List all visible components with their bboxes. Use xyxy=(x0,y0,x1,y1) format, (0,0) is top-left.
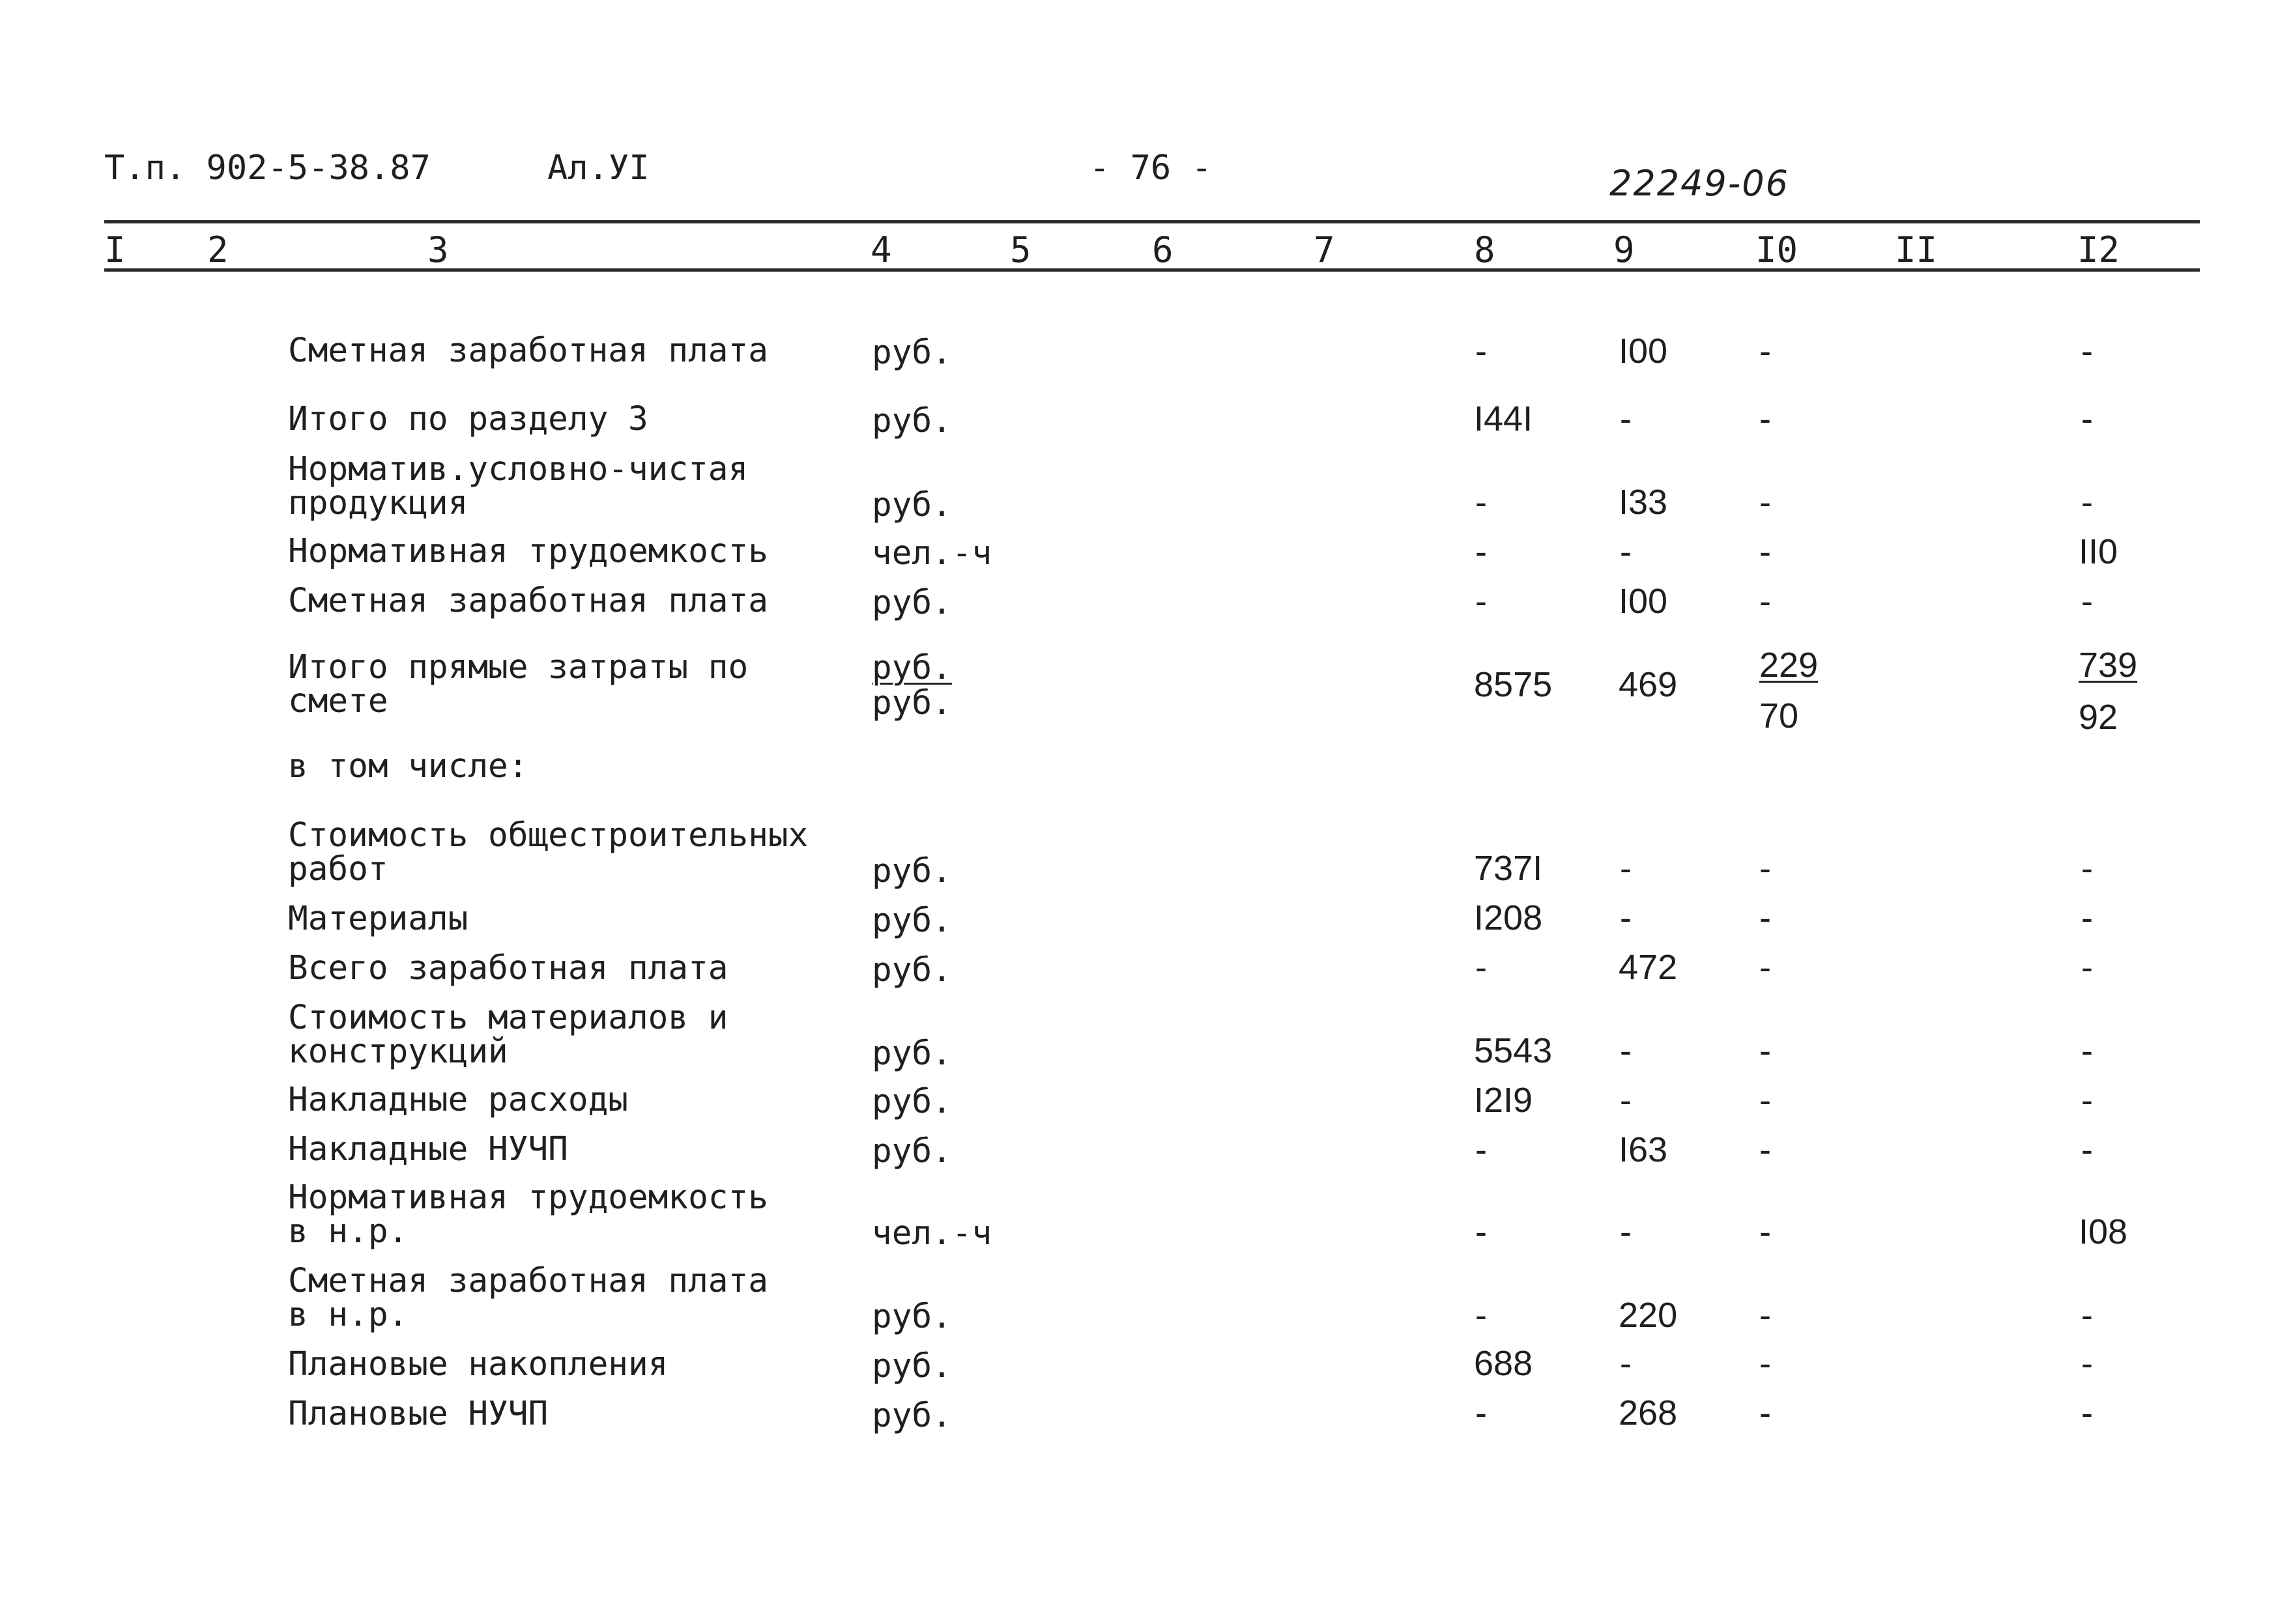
row-label: Стоимость материалов и xyxy=(288,999,728,1037)
cell-col10: - xyxy=(1759,948,1771,987)
row-unit: руб. xyxy=(872,1347,952,1386)
column-header: II xyxy=(1895,229,1938,270)
row-label: Плановые накопления xyxy=(288,1345,669,1384)
row-label-cont: в н.р. xyxy=(288,1212,409,1251)
column-header: 2 xyxy=(207,229,229,270)
column-header: 9 xyxy=(1613,229,1635,270)
cell-col10-denominator: 70 xyxy=(1759,696,1799,735)
cell-col12: - xyxy=(2081,1031,2093,1070)
row-label: Всего заработная плата xyxy=(288,949,728,988)
cell-col12: II0 xyxy=(2079,532,2118,571)
row-label: Плановые НУЧП xyxy=(288,1395,549,1433)
cell-col10: - xyxy=(1759,1344,1771,1383)
cell-col10: - xyxy=(1759,483,1771,522)
row-unit: руб. xyxy=(872,402,952,440)
cell-col8: - xyxy=(1475,1296,1487,1335)
row-unit: руб. xyxy=(872,951,952,990)
cell-col9: - xyxy=(1620,849,1632,888)
cell-col12: - xyxy=(2081,1344,2093,1383)
row-unit: руб. xyxy=(872,1034,952,1073)
cell-col9: - xyxy=(1620,898,1632,937)
cell-col8: - xyxy=(1475,483,1487,522)
row-unit: руб. xyxy=(872,1397,952,1435)
row-unit: руб. xyxy=(872,1132,952,1171)
cell-col10: - xyxy=(1759,898,1771,937)
row-label: Сметная заработная плата xyxy=(288,1262,768,1300)
cell-col8: - xyxy=(1475,1130,1487,1169)
row-unit: руб. xyxy=(872,852,952,890)
cell-col12: - xyxy=(2081,332,2093,371)
row-label-cont: продукция xyxy=(288,484,468,522)
row-label: Нормативная трудоемкость xyxy=(288,532,768,571)
cell-col10: 229 xyxy=(1759,646,1819,685)
row-label: Накладные расходы xyxy=(288,1081,628,1119)
cell-col10: - xyxy=(1759,582,1771,621)
cell-col8: - xyxy=(1475,582,1487,621)
column-header: I0 xyxy=(1755,229,1798,270)
document-code: Т.п. 902-5-38.87 xyxy=(104,149,431,188)
row-label-cont: конструкций xyxy=(288,1033,508,1071)
row-unit: руб. xyxy=(872,649,952,687)
row-label: Норматив.условно-чистая xyxy=(288,450,749,489)
inventory-number: 22249-06 xyxy=(1609,163,1789,204)
row-unit: руб. xyxy=(872,486,952,524)
section-label: в том числе: xyxy=(288,747,528,786)
cell-col8: 5543 xyxy=(1474,1031,1553,1070)
cell-col12: - xyxy=(2081,483,2093,522)
cell-col8: I208 xyxy=(1474,898,1543,937)
cell-col12: - xyxy=(2081,1081,2093,1120)
column-header: 8 xyxy=(1474,229,1495,270)
table-top-rule xyxy=(104,220,2200,223)
row-label: Итого прямые затраты по xyxy=(288,648,749,687)
cell-col9: - xyxy=(1620,1081,1632,1120)
cell-col8: - xyxy=(1475,1393,1487,1432)
cell-col8: I2I9 xyxy=(1474,1081,1533,1120)
row-label: Нормативная трудоемкость xyxy=(288,1178,768,1217)
row-label-cont: работ xyxy=(288,850,388,889)
row-unit: руб. xyxy=(872,902,952,940)
cell-col10: - xyxy=(1759,1031,1771,1070)
cell-col12: - xyxy=(2081,849,2093,888)
cell-col8: - xyxy=(1475,332,1487,371)
column-header: 3 xyxy=(427,229,449,270)
cell-col10: - xyxy=(1759,849,1771,888)
cell-col10: - xyxy=(1759,532,1771,571)
row-unit: руб. xyxy=(872,584,952,622)
cell-col10: - xyxy=(1759,399,1771,438)
cell-col12: 739 xyxy=(2079,646,2138,685)
cell-col9: I00 xyxy=(1619,332,1668,371)
cell-col12: I08 xyxy=(2079,1212,2128,1251)
album-number: Ал.УI xyxy=(547,149,650,188)
cell-col10: - xyxy=(1759,1212,1771,1251)
row-label-cont: смете xyxy=(288,682,388,720)
cell-col9: 220 xyxy=(1619,1296,1678,1335)
cell-col8: 737I xyxy=(1474,849,1543,888)
cell-col10: - xyxy=(1759,1393,1771,1432)
row-unit-denominator: руб. xyxy=(872,684,952,722)
row-unit: чел.-ч xyxy=(872,1214,992,1253)
column-header: I xyxy=(104,229,126,270)
row-label: Материалы xyxy=(288,900,468,938)
row-label: Накладные НУЧП xyxy=(288,1130,568,1169)
column-header: 5 xyxy=(1010,229,1031,270)
row-label-cont: в н.р. xyxy=(288,1296,409,1334)
page-number: - 76 - xyxy=(1089,149,1212,188)
cell-col9: I33 xyxy=(1619,483,1668,522)
cell-col8: - xyxy=(1475,532,1487,571)
cell-col12: - xyxy=(2081,948,2093,987)
column-header: 4 xyxy=(871,229,892,270)
cell-col8: I44I xyxy=(1474,399,1533,438)
cell-col9: - xyxy=(1620,399,1632,438)
cell-col9: 472 xyxy=(1619,948,1678,987)
cell-col10: - xyxy=(1759,1296,1771,1335)
cell-col8: 8575 xyxy=(1474,665,1553,704)
row-unit: руб. xyxy=(872,1298,952,1336)
row-unit: руб. xyxy=(872,1083,952,1121)
cell-col12: - xyxy=(2081,898,2093,937)
cell-col9: - xyxy=(1620,1212,1632,1251)
cell-col12: - xyxy=(2081,1130,2093,1169)
row-label: Итого по разделу 3 xyxy=(288,400,648,438)
cell-col8: - xyxy=(1475,948,1487,987)
column-header: 6 xyxy=(1152,229,1174,270)
cell-col8: - xyxy=(1475,1212,1487,1251)
cell-col8: 688 xyxy=(1474,1344,1533,1383)
cell-col12: - xyxy=(2081,1393,2093,1432)
cell-col10: - xyxy=(1759,1081,1771,1120)
row-unit: руб. xyxy=(872,334,952,372)
cell-col10: - xyxy=(1759,1130,1771,1169)
cell-col9: I63 xyxy=(1619,1130,1668,1169)
column-header: 7 xyxy=(1314,229,1335,270)
cell-col9: 268 xyxy=(1619,1393,1678,1432)
cell-col12-denominator: 92 xyxy=(2079,698,2118,737)
row-unit: чел.-ч xyxy=(872,534,992,573)
cell-col10: - xyxy=(1759,332,1771,371)
cell-col9: 469 xyxy=(1619,665,1678,704)
row-label: Сметная заработная плата xyxy=(288,582,768,620)
cell-col9: - xyxy=(1620,532,1632,571)
row-label: Стоимость общестроительных xyxy=(288,816,809,855)
cell-col9: - xyxy=(1620,1031,1632,1070)
cell-col12: - xyxy=(2081,1296,2093,1335)
column-header: I2 xyxy=(2077,229,2120,270)
cell-col12: - xyxy=(2081,399,2093,438)
cell-col9: - xyxy=(1620,1344,1632,1383)
cell-col12: - xyxy=(2081,582,2093,621)
cell-col9: I00 xyxy=(1619,582,1668,621)
row-label: Сметная заработная плата xyxy=(288,332,768,370)
